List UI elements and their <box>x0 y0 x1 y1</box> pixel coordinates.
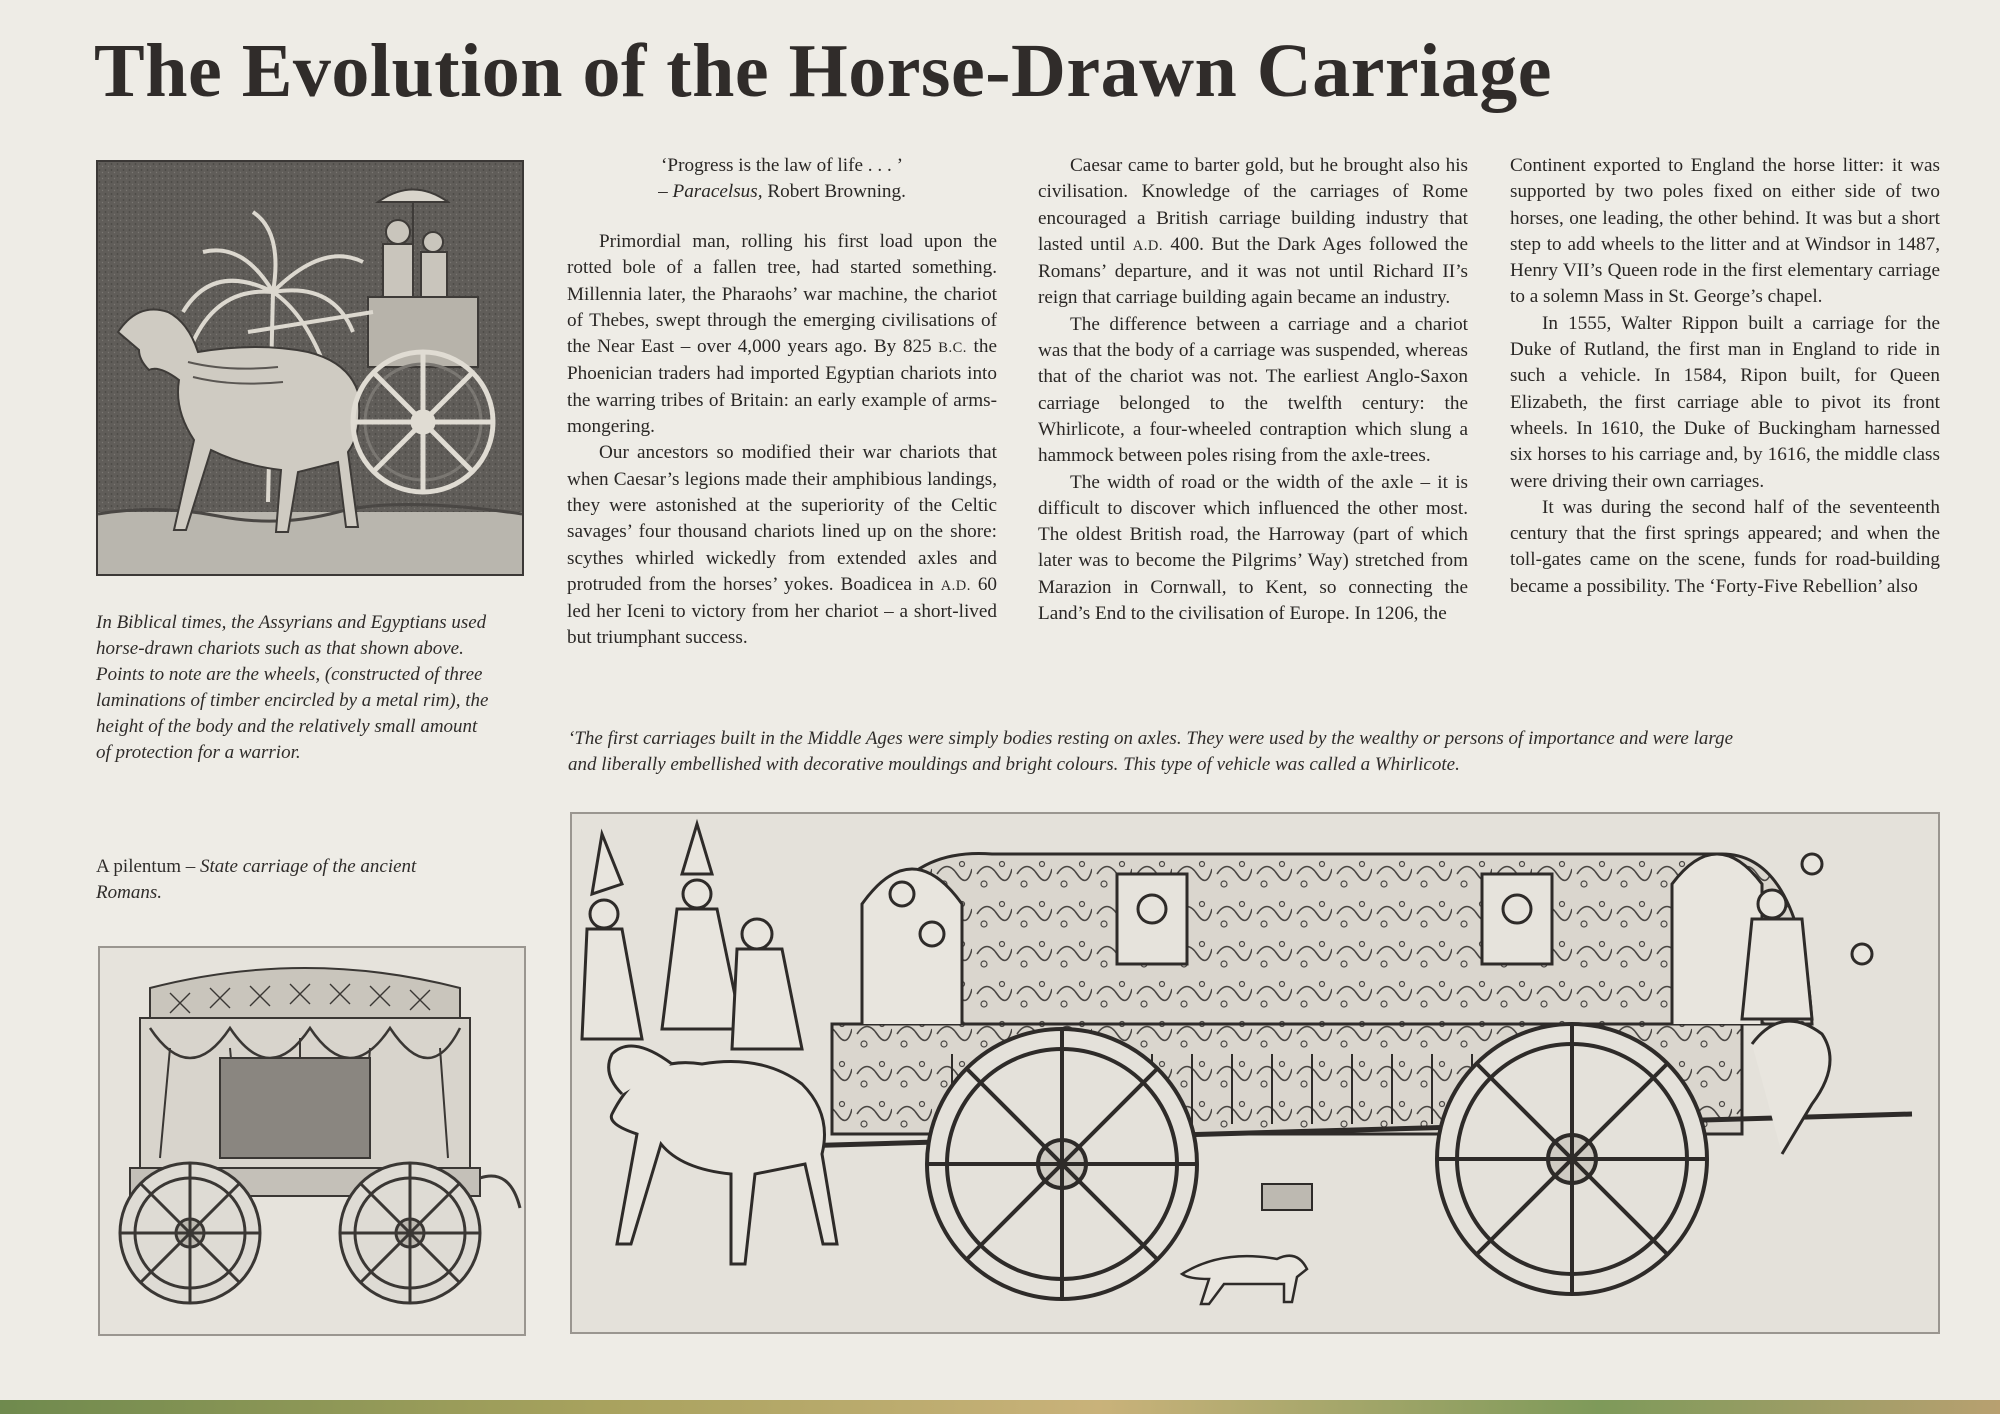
whirlicote-caption: ‘The first carriages built in the Middle Ages were simply bodies resting on axles. They were used by the wealthy or persons of importance and were large and liberally embellished with decorative mouldings and bright colours. This type of vehicle was called a Whirlicote. <box>568 728 1734 775</box>
col2-paragraph-3: The width of road or the width of the axle – it is difficult to discover which influenced the other most. The oldest British road, the Harroway (part of which later was to become the Pilgrims’ Way) stretched from Marazion in Cornwall, to Kent, so connecting the Land’s End to the civilisation of Europe. In 1206, the <box>1038 471 1468 625</box>
article-column-2 <box>1038 153 1468 627</box>
whirlicote-illustration <box>570 812 1940 1334</box>
pilentum-caption-prefix: A pilentum – <box>96 856 200 877</box>
epigraph-line: ‘Progress is the law of life . . . ’ <box>661 155 903 176</box>
pilentum-drawing <box>100 948 524 1334</box>
epigraph <box>567 153 997 205</box>
pilentum-illustration <box>98 946 526 1336</box>
epigraph-author-rest: Robert Browning. <box>762 181 906 202</box>
col1-p2-text-b: 60 led her Iceni to victory from her chariot – a short-lived but triumphant success. <box>567 573 998 649</box>
col1-p1-bc: B.C. <box>938 340 967 357</box>
epigraph-dash: – <box>658 181 673 202</box>
col2-p1-text-b: 400. But the Dark Ages followed the Romans’ departure, and it was not until Richard II’s reign that carriage building again became an industry. <box>1038 233 1468 309</box>
pilentum-caption <box>96 854 436 906</box>
col1-p1-text-b: the Phoenician traders had imported Egyptian chariots into the warring tribes of Britain: an early example of arms-mongering. <box>567 336 997 438</box>
article-column-1 <box>567 153 997 652</box>
col1-p2-ad: A.D. <box>940 577 971 594</box>
assyrian-relief-drawing <box>98 162 522 574</box>
epigraph-author-italic: Paracelsus, <box>672 181 763 202</box>
col3-paragraph-3: It was during the second half of the seventeenth century that the first springs appeared; and when the toll-gates came on the scene, funds for road-building became a possibility. The ‘Forty-Five Rebellion’ also <box>1510 496 1940 597</box>
col1-paragraph-2 <box>567 440 997 651</box>
col2-paragraph-2: The difference between a carriage and a chariot was that the body of a carriage was suspended, whereas that of the chariot was not. The earliest Anglo-Saxon carriage belonged to the twelfth century: the Whirlicote, a four-wheeled contraption which slung a hammock between poles rising from the axle-trees. <box>1038 313 1468 467</box>
assyrian-chariot-caption: In Biblical times, the Assyrians and Egyptians used horse-drawn chariots such as that shown above. Points to note are the wheels, (constructed of three laminations of timber encircled by a metal rim), the height of the body and the relatively small amount of protection for a warrior. <box>96 612 489 763</box>
col1-p1-text-a: Primordial man, rolling his first load upon the rotted bole of a fallen tree, had started something. Millennia later, the Pharaohs’ war machine, the chariot of Thebes, swept through the emerging civilisations of the Near East – over 4,000 years ago. By 825 <box>567 231 997 358</box>
col3-paragraph-1: Continent exported to England the horse litter: it was supported by two poles fixed on either side of two horses, one leading, the other behind. It was but a short step to add wheels to the litter and at Windsor in 1487, Henry VII’s Queen rode in the first elementary carriage to a solemn Mass in St. George’s chapel. <box>1510 155 1940 308</box>
col2-paragraph-1 <box>1038 153 1468 312</box>
col2-p1-text-a: Caesar came to barter gold, but he brought also his civilisation. Knowledge of the carriages of Rome encouraged a British carriage building industry that lasted until <box>1038 155 1468 255</box>
col1-p2-text-a: Our ancestors so modified their war chariots that when Caesar’s legions made their amphibious landings, they were astonished at the superiority of the Celtic savages’ four thousand chariots lined up on the shore: scythes whirled wickedly from extended axles and protruded from the horses’ yokes. Boadicea in <box>567 442 997 595</box>
col3-paragraph-2: In 1555, Walter Rippon built a carriage for the Duke of Rutland, the first man in England to ride in such a vehicle. In 1584, Ripon built, for Queen Elizabeth, the first carriage able to pivot its front wheels. In 1610, the Duke of Buckingham harnessed six horses to his carriage and, by 1616, the middle class were driving their own carriages. <box>1510 312 1940 492</box>
assyrian-chariot-illustration <box>96 160 524 576</box>
pilentum-caption-rest: State carriage of the ancient Romans. <box>96 856 417 903</box>
epigraph-attribution <box>567 179 997 205</box>
article-column-3 <box>1510 153 1940 600</box>
page-title: The Evolution of the Horse-Drawn Carriage <box>94 29 1553 113</box>
col1-paragraph-1 <box>567 229 997 440</box>
col2-p1-ad: A.D. <box>1132 237 1163 254</box>
whirlicote-drawing <box>572 814 1938 1332</box>
page-bottom-edge <box>0 1400 2000 1414</box>
